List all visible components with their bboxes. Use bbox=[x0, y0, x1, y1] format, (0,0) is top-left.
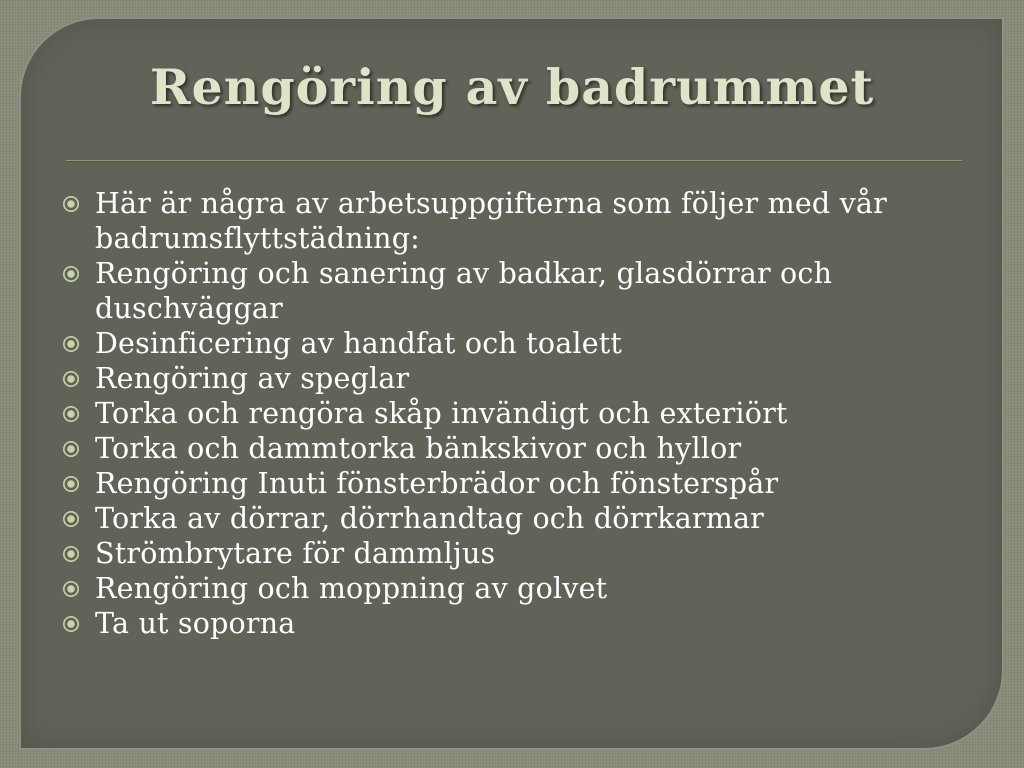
bullet-text: Här är några av arbetsuppgifterna som följer med vår badrumsflyttstädning: bbox=[95, 187, 887, 255]
bullet-item bbox=[62, 186, 962, 256]
circle-bullet-icon bbox=[62, 326, 82, 361]
circle-bullet-icon bbox=[62, 256, 82, 291]
bullet-text: Rengöring av speglar bbox=[95, 362, 410, 395]
bullet-text: Torka av dörrar, dörrhandtag och dörrkarmar bbox=[95, 502, 764, 535]
title-divider bbox=[66, 160, 962, 162]
slide-title: Rengöring av badrummet bbox=[149, 58, 875, 116]
bullet-text: Ta ut soporna bbox=[95, 607, 296, 640]
bullet-text: Torka och rengöra skåp invändigt och exteriört bbox=[95, 397, 788, 430]
circle-bullet-icon bbox=[62, 361, 82, 396]
bullet-list bbox=[62, 186, 962, 641]
bullet-text: Torka och dammtorka bänkskivor och hyllor bbox=[95, 432, 742, 465]
bullet-item bbox=[62, 431, 962, 466]
circle-bullet-icon bbox=[62, 466, 82, 501]
bullet-text: Strömbrytare för dammljus bbox=[95, 537, 496, 570]
bullet-item bbox=[62, 466, 962, 501]
bullet-text: Rengöring och sanering av badkar, glasdörrar och duschväggar bbox=[95, 257, 833, 325]
circle-bullet-icon bbox=[62, 431, 82, 466]
bullet-item bbox=[62, 501, 962, 536]
bullet-item bbox=[62, 571, 962, 606]
circle-bullet-icon bbox=[62, 186, 82, 221]
bullet-item bbox=[62, 361, 962, 396]
bullet-text: Desinficering av handfat och toalett bbox=[95, 327, 623, 360]
bullet-item bbox=[62, 396, 962, 431]
bullet-item bbox=[62, 606, 962, 641]
circle-bullet-icon bbox=[62, 501, 82, 536]
circle-bullet-icon bbox=[62, 396, 82, 431]
bullet-text: Rengöring och moppning av golvet bbox=[95, 572, 608, 605]
bullet-item bbox=[62, 326, 962, 361]
bullet-text: Rengöring Inuti fönsterbrädor och fönsterspår bbox=[95, 467, 779, 500]
circle-bullet-icon bbox=[62, 571, 82, 606]
circle-bullet-icon bbox=[62, 606, 82, 641]
bullet-item bbox=[62, 256, 962, 326]
circle-bullet-icon bbox=[62, 536, 82, 571]
bullet-item bbox=[62, 536, 962, 571]
